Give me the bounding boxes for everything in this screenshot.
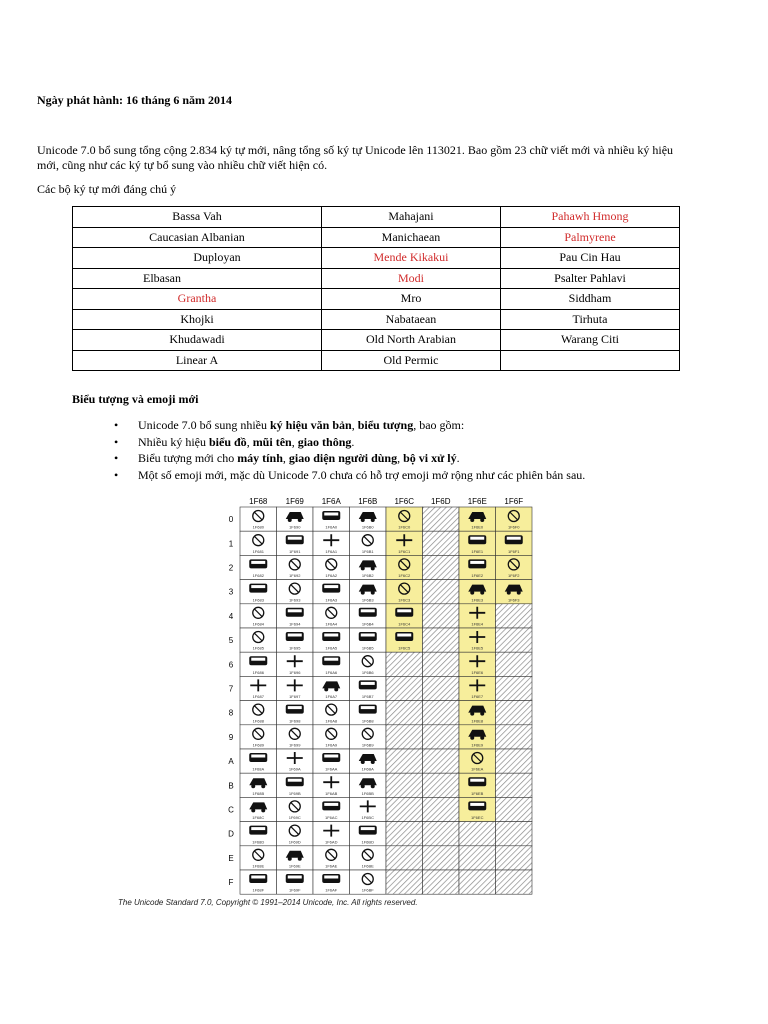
- text-run: .: [456, 451, 460, 465]
- glyph-wheel-icon: [261, 808, 265, 812]
- row-header: 8: [228, 708, 234, 718]
- code-point-label: 1F6F0: [507, 524, 520, 530]
- code-point-label: 1F6EB: [471, 790, 484, 796]
- glyph-icon: [468, 801, 486, 810]
- code-point-label: 1F6E5: [471, 645, 484, 651]
- code-point-label: 1F686: [252, 669, 264, 675]
- table-cell: Linear A: [73, 350, 322, 371]
- unassigned-cell: [386, 846, 423, 870]
- release-date: Ngày phát hành: 16 tháng 6 năm 2014: [37, 93, 233, 107]
- code-point-label: 1F698: [289, 718, 301, 724]
- glyph-wheel-icon: [480, 591, 484, 595]
- unassigned-cell: [423, 676, 460, 700]
- row-header: A: [228, 757, 234, 767]
- text-run: Unicode 7.0 bổ sung nhiều: [138, 418, 270, 432]
- code-point-label: 1F6AF: [325, 887, 338, 893]
- glyph-window-icon: [251, 755, 265, 758]
- glyph-window-icon: [361, 827, 375, 830]
- code-point-label: 1F6AB: [325, 790, 338, 796]
- code-point-label: 1F6E0: [471, 524, 484, 530]
- glyph-window-icon: [324, 513, 338, 516]
- table-cell: Warang Citi: [501, 330, 680, 351]
- unassigned-cell: [423, 797, 460, 821]
- code-point-label: 1F6B8: [361, 718, 374, 724]
- glyph-wheel-icon: [288, 518, 292, 522]
- code-point-label: 1F6A6: [325, 669, 338, 675]
- glyph-wheel-icon: [480, 518, 484, 522]
- code-point-label: 1F6F1: [507, 548, 520, 554]
- bold-text: biểu tượng: [357, 418, 414, 432]
- text-run: ,: [397, 451, 404, 465]
- glyph-wheel-icon: [298, 857, 302, 861]
- bold-text: giao diện người dùng: [288, 451, 398, 465]
- glyph-wheel-icon: [361, 784, 365, 788]
- table-cell: Pau Cin Hau: [501, 248, 680, 269]
- row-header: D: [228, 829, 234, 839]
- bold-text: giao thông: [297, 434, 352, 449]
- glyph-window-icon: [251, 585, 265, 588]
- glyph-icon: [249, 656, 267, 665]
- code-point-label: 1F6A7: [325, 694, 338, 700]
- unassigned-cell: [459, 870, 496, 894]
- row-header: B: [228, 781, 234, 791]
- bold-text: mũi tên: [252, 434, 292, 449]
- code-point-label: 1F6B9: [361, 742, 374, 748]
- column-header: 1F6E: [467, 497, 487, 506]
- glyph-wheel-icon: [361, 591, 365, 595]
- code-point-label: 1F683: [252, 597, 264, 603]
- code-point-label: 1F6F3: [507, 597, 520, 603]
- bold-text: bộ vi xử lý: [403, 451, 457, 465]
- glyph-wheel-icon: [507, 591, 511, 595]
- glyph-window-icon: [470, 779, 484, 782]
- code-point-label: 1F6E2: [471, 573, 484, 579]
- unassigned-cell: [423, 604, 460, 628]
- code-point-label: 1F682: [252, 573, 264, 579]
- code-point-label: 1F6C0: [398, 524, 411, 530]
- row-header: 1: [228, 539, 234, 549]
- glyph-wheel-icon: [517, 591, 521, 595]
- text-run: ,: [351, 418, 358, 432]
- code-chart-svg: [226, 495, 536, 895]
- code-point-label: 1F6E6: [471, 669, 484, 675]
- list-item: [114, 467, 586, 484]
- code-point-label: 1F6B5: [361, 645, 374, 651]
- code-point-label: 1F68C: [252, 815, 265, 821]
- row-header: 3: [228, 587, 234, 597]
- code-point-label: 1F6B4: [361, 621, 374, 627]
- column-header: 1F6D: [430, 497, 451, 506]
- glyph-window-icon: [251, 658, 265, 661]
- code-point-label: 1F693: [289, 597, 301, 603]
- table-cell: Siddham: [501, 289, 680, 310]
- code-point-label: 1F6A2: [325, 573, 338, 579]
- glyph-wheel-icon: [334, 687, 338, 691]
- text-run: ,: [291, 434, 298, 449]
- bullet-dot-icon: •: [114, 418, 119, 432]
- code-point-label: 1F68D: [252, 839, 265, 845]
- code-point-label: 1F6BC: [361, 815, 374, 821]
- table-cell: Duployan: [73, 248, 322, 269]
- unassigned-cell: [496, 701, 533, 725]
- glyph-icon: [249, 559, 267, 568]
- glyph-window-icon: [288, 876, 302, 879]
- glyph-icon: [322, 656, 340, 665]
- unassigned-cell: [496, 749, 533, 773]
- text-run: ,: [282, 451, 289, 465]
- code-point-label: 1F688: [252, 718, 264, 724]
- code-point-label: 1F6C1: [398, 548, 411, 554]
- code-point-label: 1F6B1: [361, 548, 374, 554]
- table-cell: Palmyrene: [501, 227, 680, 248]
- glyph-window-icon: [324, 755, 338, 758]
- glyph-window-icon: [361, 706, 375, 709]
- text-run: .: [351, 434, 355, 449]
- unassigned-cell: [496, 822, 533, 846]
- table-cell: Old North Arabian: [322, 330, 501, 351]
- row-header: F: [228, 878, 234, 888]
- code-point-label: 1F6A0: [325, 524, 338, 530]
- code-point-label: 1F6B0: [361, 524, 374, 530]
- code-point-label: 1F6B6: [361, 669, 374, 675]
- code-point-label: 1F6E1: [471, 548, 484, 554]
- glyph-wheel-icon: [251, 808, 255, 812]
- unassigned-cell: [423, 507, 460, 531]
- code-point-label: 1F699: [289, 742, 301, 748]
- code-point-label: 1F6B3: [361, 597, 374, 603]
- glyph-wheel-icon: [470, 712, 474, 716]
- glyph-wheel-icon: [371, 566, 375, 570]
- table-cell: Khojki: [73, 309, 322, 330]
- code-point-label: 1F685: [252, 645, 264, 651]
- code-point-label: 1F694: [289, 621, 301, 627]
- glyph-wheel-icon: [361, 566, 365, 570]
- notable-scripts-heading: Các bộ ký tự mới đáng chú ý: [37, 182, 177, 196]
- code-point-label: 1F6E9: [471, 742, 484, 748]
- glyph-window-icon: [324, 803, 338, 806]
- unassigned-cell: [459, 846, 496, 870]
- glyph-icon: [468, 535, 486, 544]
- text-run: ,: [246, 434, 253, 449]
- glyph-window-icon: [288, 634, 302, 637]
- code-point-label: 1F6E3: [471, 597, 484, 603]
- code-point-label: 1F69B: [288, 790, 301, 796]
- glyph-window-icon: [324, 634, 338, 637]
- glyph-wheel-icon: [470, 736, 474, 740]
- code-point-label: 1F6B7: [361, 694, 374, 700]
- code-point-label: 1F680: [252, 524, 264, 530]
- glyph-wheel-icon: [261, 784, 265, 788]
- code-point-label: 1F6AE: [325, 863, 338, 869]
- table-cell: Nabataean: [322, 309, 501, 330]
- table-cell: [501, 350, 680, 371]
- unassigned-cell: [386, 822, 423, 846]
- table-cell: Mende Kikakui: [322, 248, 501, 269]
- code-point-label: 1F6A3: [325, 597, 338, 603]
- unassigned-cell: [386, 749, 423, 773]
- glyph-icon: [286, 535, 304, 544]
- list-item: [114, 417, 585, 434]
- glyph-wheel-icon: [371, 591, 375, 595]
- glyph-window-icon: [470, 537, 484, 540]
- code-point-label: 1F69F: [288, 887, 301, 893]
- code-point-label: 1F690: [289, 524, 301, 530]
- table-row: [73, 330, 680, 351]
- unassigned-cell: [423, 555, 460, 579]
- list-item: [114, 434, 585, 451]
- table-row: [73, 289, 680, 310]
- glyph-window-icon: [361, 682, 375, 685]
- glyph-wheel-icon: [470, 591, 474, 595]
- code-point-label: 1F691: [289, 548, 301, 554]
- code-point-label: 1F68A: [252, 766, 265, 772]
- glyph-window-icon: [251, 827, 265, 830]
- unassigned-cell: [423, 822, 460, 846]
- glyph-wheel-icon: [324, 687, 328, 691]
- table-cell: Bassa Vah: [73, 207, 322, 228]
- table-cell: Psalter Pahlavi: [501, 268, 680, 289]
- code-point-label: 1F6C2: [398, 573, 411, 579]
- code-point-label: 1F6BF: [361, 887, 374, 893]
- code-point-label: 1F695: [289, 645, 301, 651]
- glyph-window-icon: [288, 779, 302, 782]
- glyph-window-icon: [288, 609, 302, 612]
- glyph-wheel-icon: [298, 518, 302, 522]
- table-cell: Pahawh Hmong: [501, 207, 680, 228]
- table-cell: Tirhuta: [501, 309, 680, 330]
- glyph-window-icon: [288, 706, 302, 709]
- column-header: 1F6B: [358, 497, 378, 506]
- glyph-window-icon: [324, 876, 338, 879]
- code-point-label: 1F6B2: [361, 573, 374, 579]
- table-cell: Grantha: [73, 289, 322, 310]
- code-point-label: 1F687: [252, 694, 264, 700]
- table-cell: Mahajani: [322, 207, 501, 228]
- row-header: 2: [228, 563, 234, 573]
- column-header: 1F6F: [504, 497, 524, 506]
- table-row: [73, 350, 680, 371]
- glyph-wheel-icon: [480, 736, 484, 740]
- bold-text: biểu đồ: [209, 434, 247, 449]
- glyph-wheel-icon: [288, 857, 292, 861]
- unassigned-cell: [423, 701, 460, 725]
- unassigned-cell: [386, 725, 423, 749]
- table-row: [73, 207, 680, 228]
- glyph-icon: [468, 559, 486, 568]
- column-header: 1F68: [249, 497, 268, 506]
- unassigned-cell: [423, 652, 460, 676]
- unassigned-cell: [386, 701, 423, 725]
- glyph-wheel-icon: [361, 760, 365, 764]
- row-header: 9: [228, 732, 234, 742]
- unassigned-cell: [423, 773, 460, 797]
- glyph-window-icon: [251, 876, 265, 879]
- table-cell: Old Permic: [322, 350, 501, 371]
- code-point-label: 1F6A9: [325, 742, 338, 748]
- table-cell: Modi: [322, 268, 501, 289]
- code-point-label: 1F692: [289, 573, 301, 579]
- code-point-label: 1F684: [252, 621, 264, 627]
- unassigned-cell: [423, 749, 460, 773]
- code-point-label: 1F6BE: [361, 863, 374, 869]
- chart-copyright: The Unicode Standard 7.0, Copyright © 1991–2014 Unicode, Inc. All rights reserved.: [118, 898, 418, 907]
- glyph-window-icon: [470, 561, 484, 564]
- table-row: [73, 248, 680, 269]
- code-point-label: 1F6AC: [325, 815, 338, 821]
- unassigned-cell: [496, 797, 533, 821]
- code-point-label: 1F6C4: [398, 621, 411, 627]
- code-point-label: 1F69E: [288, 863, 301, 869]
- code-point-label: 1F6EA: [471, 766, 484, 772]
- code-point-label: 1F6BD: [361, 839, 374, 845]
- code-point-label: 1F6EC: [471, 815, 484, 821]
- unassigned-cell: [423, 580, 460, 604]
- table-row: [73, 268, 680, 289]
- code-point-label: 1F6A8: [325, 718, 338, 724]
- bullet-dot-icon: •: [114, 451, 119, 465]
- code-point-label: 1F6C3: [398, 597, 411, 603]
- unassigned-cell: [423, 725, 460, 749]
- bold-text: máy tính: [237, 451, 283, 465]
- code-point-label: 1F681: [252, 548, 264, 554]
- code-point-label: 1F69C: [288, 815, 301, 821]
- glyph-wheel-icon: [251, 784, 255, 788]
- glyph-wheel-icon: [480, 712, 484, 716]
- unassigned-cell: [423, 531, 460, 555]
- code-point-label: 1F6A4: [325, 621, 338, 627]
- glyph-window-icon: [288, 537, 302, 540]
- unassigned-cell: [496, 725, 533, 749]
- code-point-label: 1F6AD: [325, 839, 338, 845]
- unassigned-cell: [386, 773, 423, 797]
- glyph-wheel-icon: [470, 518, 474, 522]
- glyph-wheel-icon: [371, 784, 375, 788]
- unassigned-cell: [423, 628, 460, 652]
- glyph-icon: [505, 535, 523, 544]
- code-point-label: 1F6F2: [507, 573, 520, 579]
- code-point-label: 1F697: [289, 694, 301, 700]
- symbols-bullet-list: [72, 417, 585, 483]
- unassigned-cell: [496, 628, 533, 652]
- row-header: E: [228, 853, 234, 863]
- glyph-window-icon: [397, 609, 411, 612]
- unassigned-cell: [496, 652, 533, 676]
- code-point-label: 1F689: [252, 742, 264, 748]
- unassigned-cell: [496, 846, 533, 870]
- code-point-label: 1F69A: [288, 766, 301, 772]
- glyph-window-icon: [397, 634, 411, 637]
- code-point-label: 1F6E7: [471, 694, 484, 700]
- unassigned-cell: [423, 870, 460, 894]
- code-point-label: 1F68B: [252, 790, 265, 796]
- unassigned-cell: [386, 870, 423, 894]
- table-cell: Caucasian Albanian: [73, 227, 322, 248]
- text-run: , bao gồm:: [413, 418, 465, 432]
- code-point-label: 1F6A1: [325, 548, 338, 554]
- table-row: [73, 227, 680, 248]
- table-cell: Manichaean: [322, 227, 501, 248]
- glyph-wheel-icon: [361, 518, 365, 522]
- row-header: 4: [228, 611, 234, 621]
- unassigned-cell: [496, 676, 533, 700]
- unassigned-cell: [496, 870, 533, 894]
- unassigned-cell: [386, 797, 423, 821]
- column-header: 1F6C: [394, 497, 415, 506]
- text-run: Nhiều ký hiệu: [138, 434, 209, 449]
- code-point-label: 1F69D: [288, 839, 301, 845]
- row-header: 5: [228, 636, 234, 646]
- unassigned-cell: [496, 604, 533, 628]
- unassigned-cell: [386, 676, 423, 700]
- glyph-icon: [322, 801, 340, 810]
- bullet-dot-icon: •: [114, 467, 119, 482]
- list-item: [114, 450, 585, 467]
- unassigned-cell: [496, 773, 533, 797]
- code-point-label: 1F6E8: [471, 718, 484, 724]
- table-cell: Khudawadi: [73, 330, 322, 351]
- glyph-window-icon: [361, 634, 375, 637]
- row-header: 0: [228, 515, 234, 525]
- code-point-label: 1F6AA: [325, 766, 338, 772]
- text-run: Một số emoji mới, mặc dù Unicode 7.0 chưa có hỗ trợ emoji mở rộng như các phiên bản sau.: [138, 467, 586, 482]
- code-point-label: 1F68F: [252, 887, 265, 893]
- unicode-code-chart: [226, 495, 536, 895]
- glyph-window-icon: [470, 803, 484, 806]
- code-point-label: 1F6BB: [361, 790, 374, 796]
- code-point-label: 1F6BA: [361, 766, 374, 772]
- table-cell: Elbasan: [73, 268, 322, 289]
- intro-paragraph: Unicode 7.0 bổ sung tổng cộng 2.834 ký tự mới, nâng tổng số ký tự Unicode lên 113021. Bao gồm 23 chữ viết mới và nhiều ký hiệu mới, cũng như các ký tự bổ sung vào nhiều chữ viết hiện có.: [37, 143, 674, 172]
- row-header: 6: [228, 660, 234, 670]
- code-point-label: 1F6A5: [325, 645, 338, 651]
- row-header: 7: [228, 684, 234, 694]
- symbols-emoji-heading: Biểu tượng và emoji mới: [72, 392, 199, 406]
- bold-text: ký hiệu văn bản: [269, 418, 352, 432]
- bullet-dot-icon: •: [114, 434, 119, 449]
- glyph-window-icon: [324, 585, 338, 588]
- code-point-label: 1F6E4: [471, 621, 484, 627]
- column-header: 1F69: [285, 497, 304, 506]
- unassigned-cell: [459, 822, 496, 846]
- glyph-window-icon: [507, 537, 521, 540]
- column-header: 1F6A: [321, 497, 341, 506]
- glyph-window-icon: [251, 561, 265, 564]
- code-point-label: 1F6C5: [398, 645, 411, 651]
- unassigned-cell: [386, 652, 423, 676]
- text-run: Biểu tượng mới cho: [138, 451, 238, 465]
- table-cell: Mro: [322, 289, 501, 310]
- glyph-icon: [359, 680, 377, 689]
- glyph-wheel-icon: [371, 518, 375, 522]
- table-row: [73, 309, 680, 330]
- glyph-window-icon: [361, 609, 375, 612]
- code-point-label: 1F68E: [252, 863, 265, 869]
- row-header: C: [228, 805, 234, 815]
- glyph-window-icon: [324, 658, 338, 661]
- glyph-wheel-icon: [371, 760, 375, 764]
- new-scripts-table: [72, 206, 680, 371]
- code-point-label: 1F696: [289, 669, 301, 675]
- unassigned-cell: [423, 846, 460, 870]
